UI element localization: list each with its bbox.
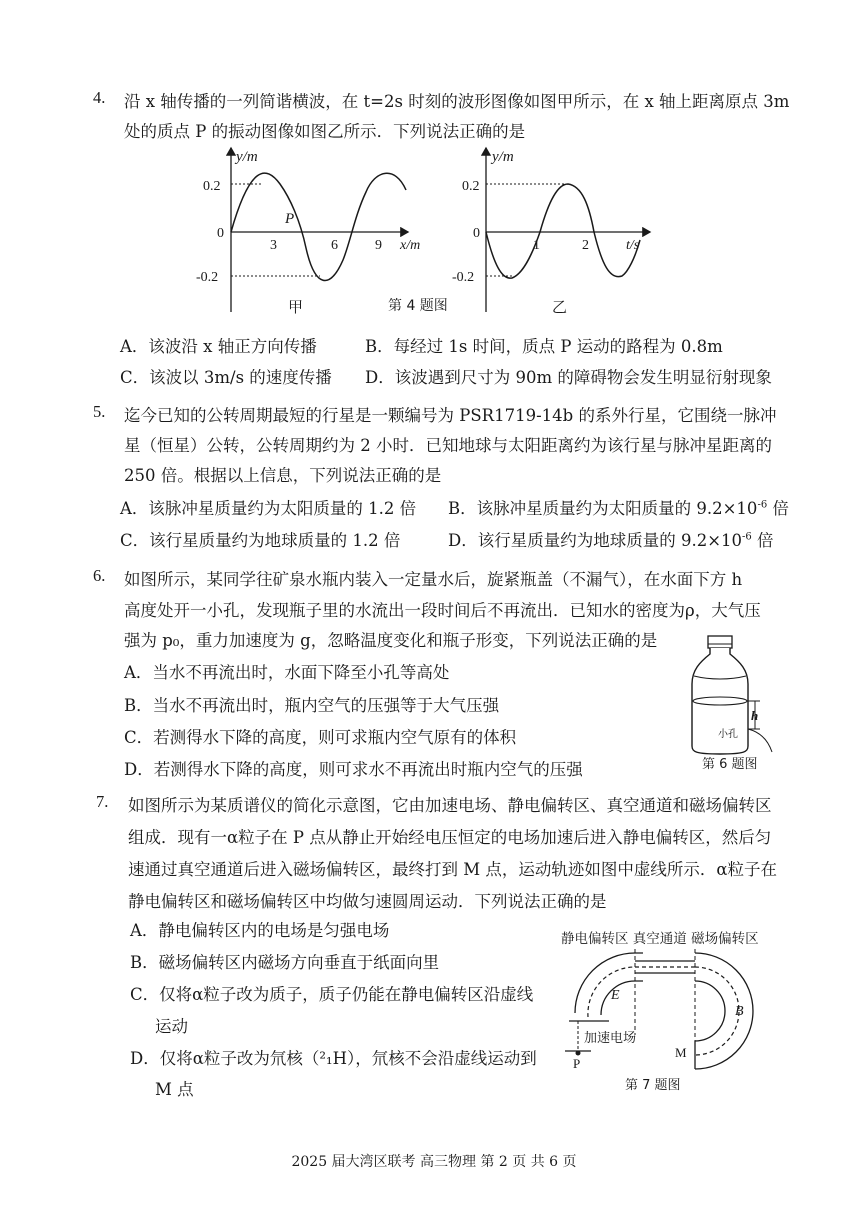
jia-xtick-3: 3 xyxy=(270,238,277,253)
vibration-graph-yi xyxy=(452,148,650,316)
q5-stem-line2: 星（恒星）公转，公转周期约为 2 小时．已知地球与太阳距离约为该行星与脉冲星距离的 xyxy=(124,436,772,455)
fig-region-header: 静电偏转区 真空通道 磁场偏转区 xyxy=(561,931,759,947)
deflector-outer-arc xyxy=(575,953,643,1013)
q4-figure xyxy=(190,140,640,325)
jia-xtick-9: 9 xyxy=(375,238,382,253)
yi-label: 乙 xyxy=(552,298,568,316)
q4-option-d[interactable]: D．该波遇到尺寸为 90m 的障碍物会发生明显衍射现象 xyxy=(365,368,772,387)
yi-ylabel: y/m xyxy=(492,149,514,165)
fig-p-label: P xyxy=(573,1056,581,1071)
fig-acc-label: 加速电场 xyxy=(584,1031,637,1046)
q5-option-b-text: B．该脉冲星质量约为太阳质量的 9.2×10 xyxy=(448,499,758,518)
q4-stem-line1: 沿 x 轴传播的一列简谐横波，在 t=2s 时刻的波形图像如图甲所示，在 x 轴上距离原点 3m xyxy=(124,92,790,111)
q4-option-a[interactable]: A．该波沿 x 轴正方向传播 xyxy=(120,337,317,356)
jia-xlabel: x/m xyxy=(400,238,421,253)
q7-stem-line3: 速通过真空通道后进入磁场偏转区，最终打到 M 点，运动轨迹如图中虚线所示．α粒子在 xyxy=(128,860,778,879)
fig-h-label: h xyxy=(751,708,759,723)
jia-ytick-top: 0.2 xyxy=(203,179,221,194)
q5-option-d-text: D．该行星质量约为地球质量的 9.2×10 xyxy=(448,531,743,550)
point-p-dot xyxy=(576,1051,581,1056)
q7-fig-caption: 第 7 题图 xyxy=(625,1078,681,1093)
deflector-inner-arc xyxy=(601,981,643,1015)
jia-ytick-bottom: -0.2 xyxy=(196,270,219,285)
q6-fig-caption: 第 6 题图 xyxy=(702,757,758,772)
q5-option-b-exponent: -6 xyxy=(757,499,768,511)
magnet-inner-arc xyxy=(695,981,725,1041)
yi-vibration-curve xyxy=(486,184,640,278)
fig-b-label: B xyxy=(735,1004,744,1019)
q5-option-c[interactable]: C．该行星质量约为地球质量的 1.2 倍 xyxy=(120,531,401,550)
q6-option-a[interactable]: A．当水不再流出时，水面下降至小孔等高处 xyxy=(124,663,450,682)
q5-option-d[interactable] xyxy=(448,527,774,551)
fig-hole-label: 小孔 xyxy=(718,729,738,740)
fig-e-label: E xyxy=(611,988,620,1003)
jia-point-p: P xyxy=(285,211,295,227)
q4-stem-line2: 处的质点 P 的振动图像如图乙所示．下列说法正确的是 xyxy=(124,122,526,141)
q7-mass-spectrometer-figure xyxy=(555,925,795,1095)
q6-option-b[interactable]: B．当水不再流出时，瓶内空气的压强等于大气压强 xyxy=(124,696,500,715)
q7-stem-line4: 静电偏转区和磁场偏转区中均做匀速圆周运动．下列说法正确的是 xyxy=(128,892,607,911)
bottle-cap xyxy=(708,636,732,648)
yi-ytick-bottom: -0.2 xyxy=(452,270,475,285)
q5-stem-line1: 迄今已知的公转周期最短的行星是一颗编号为 PSR1719-14b 的系外行星，它围绕一脉冲 xyxy=(124,406,777,425)
q6-bottle-figure xyxy=(680,634,790,774)
q5-number: 5. xyxy=(93,402,106,421)
yi-xtick-2: 2 xyxy=(582,238,589,253)
q7-option-d[interactable]: D．仅将α粒子改为氘核（²₁H），氘核不会沿虚线运动到 xyxy=(130,1049,537,1068)
q5-option-a[interactable]: A．该脉冲星质量约为太阳质量的 1.2 倍 xyxy=(120,499,417,518)
wave-graph-jia xyxy=(196,148,420,316)
jia-xtick-6: 6 xyxy=(331,238,338,253)
magnet-outer-arc xyxy=(695,953,753,1069)
q7-option-c[interactable]: C．仅将α粒子改为质子，质子仍能在静电偏转区沿虚线 xyxy=(130,985,534,1004)
q6-number: 6. xyxy=(93,566,106,585)
jia-wave-curve xyxy=(231,173,406,280)
q6-stem-line1: 如图所示，某同学往矿泉水瓶内装入一定量水后，旋紧瓶盖（不漏气），在水面下方 h xyxy=(124,570,743,589)
q6-option-c[interactable]: C．若测得水下降的高度，则可求瓶内空气原有的体积 xyxy=(124,728,517,747)
q4-number: 4. xyxy=(93,88,106,107)
jia-origin: 0 xyxy=(217,226,224,241)
alpha-path-magnetic xyxy=(695,967,739,1055)
q7-stem-line2: 组成．现有一α粒子在 P 点从静止开始经电压恒定的电场加速后进入静电偏转区，然后匀 xyxy=(128,828,772,847)
q4-option-c[interactable]: C．该波以 3m/s 的速度传播 xyxy=(120,368,332,387)
q7-option-d-cont: M 点 xyxy=(155,1080,194,1099)
q7-stem-line1: 如图所示为某质谱仪的简化示意图，它由加速电场、静电偏转区、真空通道和磁场偏转区 xyxy=(128,796,772,815)
q7-option-a[interactable]: A．静电偏转区内的电场是匀强电场 xyxy=(130,921,390,940)
q7-number: 7. xyxy=(96,792,109,811)
jia-label: 甲 xyxy=(288,298,304,316)
yi-xtick-1: 1 xyxy=(533,238,540,253)
q6-stem-line3: 强为 p₀，重力加速度为 g，忽略温度变化和瓶子形变，下列说法正确的是 xyxy=(124,631,658,650)
q7-option-b[interactable]: B．磁场偏转区内磁场方向垂直于纸面向里 xyxy=(130,953,440,972)
q5-option-b[interactable] xyxy=(448,495,789,519)
fig-m-label: M xyxy=(675,1045,687,1060)
q4-option-b[interactable]: B．每经过 1s 时间，质点 P 运动的路程为 0.8m xyxy=(365,337,723,356)
q5-option-d-end: 倍 xyxy=(751,531,774,550)
q4-fig-caption: 第 4 题图 xyxy=(388,298,448,314)
q5-option-b-end: 倍 xyxy=(767,499,789,518)
yi-xlabel: t/s xyxy=(626,238,640,253)
q7-option-c-cont: 运动 xyxy=(155,1017,188,1036)
q6-option-d[interactable]: D．若测得水下降的高度，则可求水不再流出时瓶内空气的压强 xyxy=(124,760,583,779)
q6-stem-line2: 高度处开一小孔，发现瓶子里的水流出一段时间后不再流出．已知水的密度为ρ，大气压 xyxy=(124,601,761,620)
jia-ylabel: y/m xyxy=(236,149,258,165)
yi-ytick-top: 0.2 xyxy=(462,179,480,194)
q5-stem-line3: 250 倍。根据以上信息，下列说法正确的是 xyxy=(124,466,442,485)
page-footer: 2025 届大湾区联考 高三物理 第 2 页 共 6 页 xyxy=(291,1154,577,1170)
yi-origin: 0 xyxy=(473,226,480,241)
q5-option-d-exponent: -6 xyxy=(742,531,752,543)
